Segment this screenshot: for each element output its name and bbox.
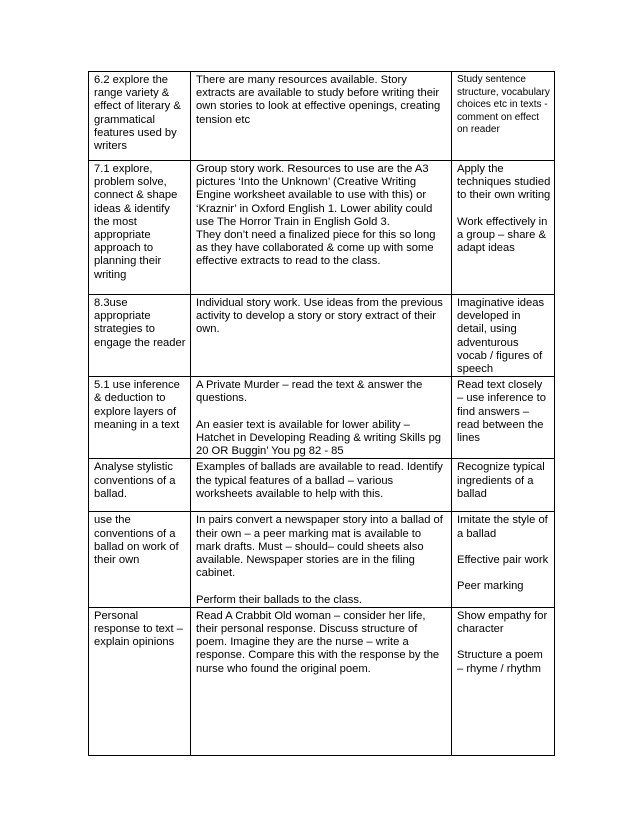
outcome-text: Study sentence structure, vocabulary choices etc in texts - comment on effect on reader [457,74,550,136]
activity-text: Examples of ballads are available to read. Identify the typical features of a ballad – various worksheets available to help with this. [196,461,443,500]
outcome-cell [452,512,555,607]
table-row [89,72,555,161]
outcome-text: Recognize typical ingredients of a ballad [457,461,545,500]
objective-cell [89,607,191,755]
activity-text: In pairs convert a newspaper story into a ballad of their own – a peer marking mat is available to mark drafts. Must – should– could sheets also available. Newspaper stories are in the filing cabinet. Perform their ballads to the class. [196,514,443,606]
table-row [89,459,555,512]
objective-text: use the conventions of a ballad on work of their own [94,514,179,567]
outcome-text: Imitate the style of a ballad Effective pair work Peer marking [457,514,549,593]
objective-text: Personal response to text – explain opinions [94,609,183,649]
activity-cell [191,161,452,295]
lesson-plan-table [88,71,555,756]
table-row [89,377,555,459]
objective-cell [89,512,191,607]
objective-cell [89,295,191,377]
activity-text: A Private Murder – read the text & answer the questions. An easier text is available for lower ability – Hatchet in Developing Reading & writing Skills pg 20 OR Buggin’ You pg 82 - 85 [196,379,442,458]
activity-text: Read A Crabbit Old woman – consider her life, their personal response. Discuss structure of poem. Imagine they are the nurse – write a response. Compare this with the response by the nurse who found the original poem. [196,609,440,675]
activity-text: Individual story work. Use ideas from the previous activity to develop a story or story extract of their own. [196,297,443,336]
objective-text: Analyse stylistic conventions of a ballad. [94,461,176,500]
activity-cell [191,377,452,459]
outcome-text: Show empathy for character Structure a poem – rhyme / rhythm [457,609,548,675]
outcome-text: Read text closely – use inference to find answers – read between the lines [457,379,546,445]
objective-text: 6.2 explore the range variety & effect of literary & grammatical features used by writers [94,74,181,153]
activity-cell [191,72,452,161]
table-row [89,607,555,755]
outcome-cell [452,161,555,295]
activity-cell [191,295,452,377]
objective-text: 7.1 explore, problem solve, connect & shape ideas & identify the most appropriate approach to planning their writing [94,163,178,281]
outcome-cell [452,295,555,377]
activity-cell [191,512,452,607]
objective-cell [89,377,191,459]
activity-cell [191,459,452,512]
activity-text: Group story work. Resources to use are the A3 pictures ‘Into the Unknown’ (Creative Writing Engine worksheet available to use with this) or ‘Kraznir’ in Oxford English 1. Lower ability could use The Horror Train in English Gold 3. They don’t need a finalized piece for this so long as they have collaborated & come up with some effective extracts to read to the class. [196,163,436,268]
table-row [89,295,555,377]
activity-text: There are many resources available. Story extracts are available to study before writing their own stories to look at effective openings, creating tension etc [196,74,441,126]
objective-cell [89,459,191,512]
activity-cell [191,607,452,755]
objective-text: 5.1 use inference & deduction to explore layers of meaning in a text [94,379,180,431]
outcome-cell [452,377,555,459]
outcome-cell [452,72,555,161]
outcome-cell [452,607,555,755]
outcome-cell [452,459,555,512]
objective-cell [89,161,191,295]
objective-text: 8.3use appropriate strategies to engage the reader [94,297,186,349]
table-row [89,161,555,295]
table-row [89,512,555,607]
outcome-text: Apply the techniques studied to their own writing Work effectively in a group – share & adapt ideas [457,163,551,255]
outcome-text: Imaginative ideas developed in detail, using adventurous vocab / figures of speech [457,297,545,376]
objective-cell [89,72,191,161]
